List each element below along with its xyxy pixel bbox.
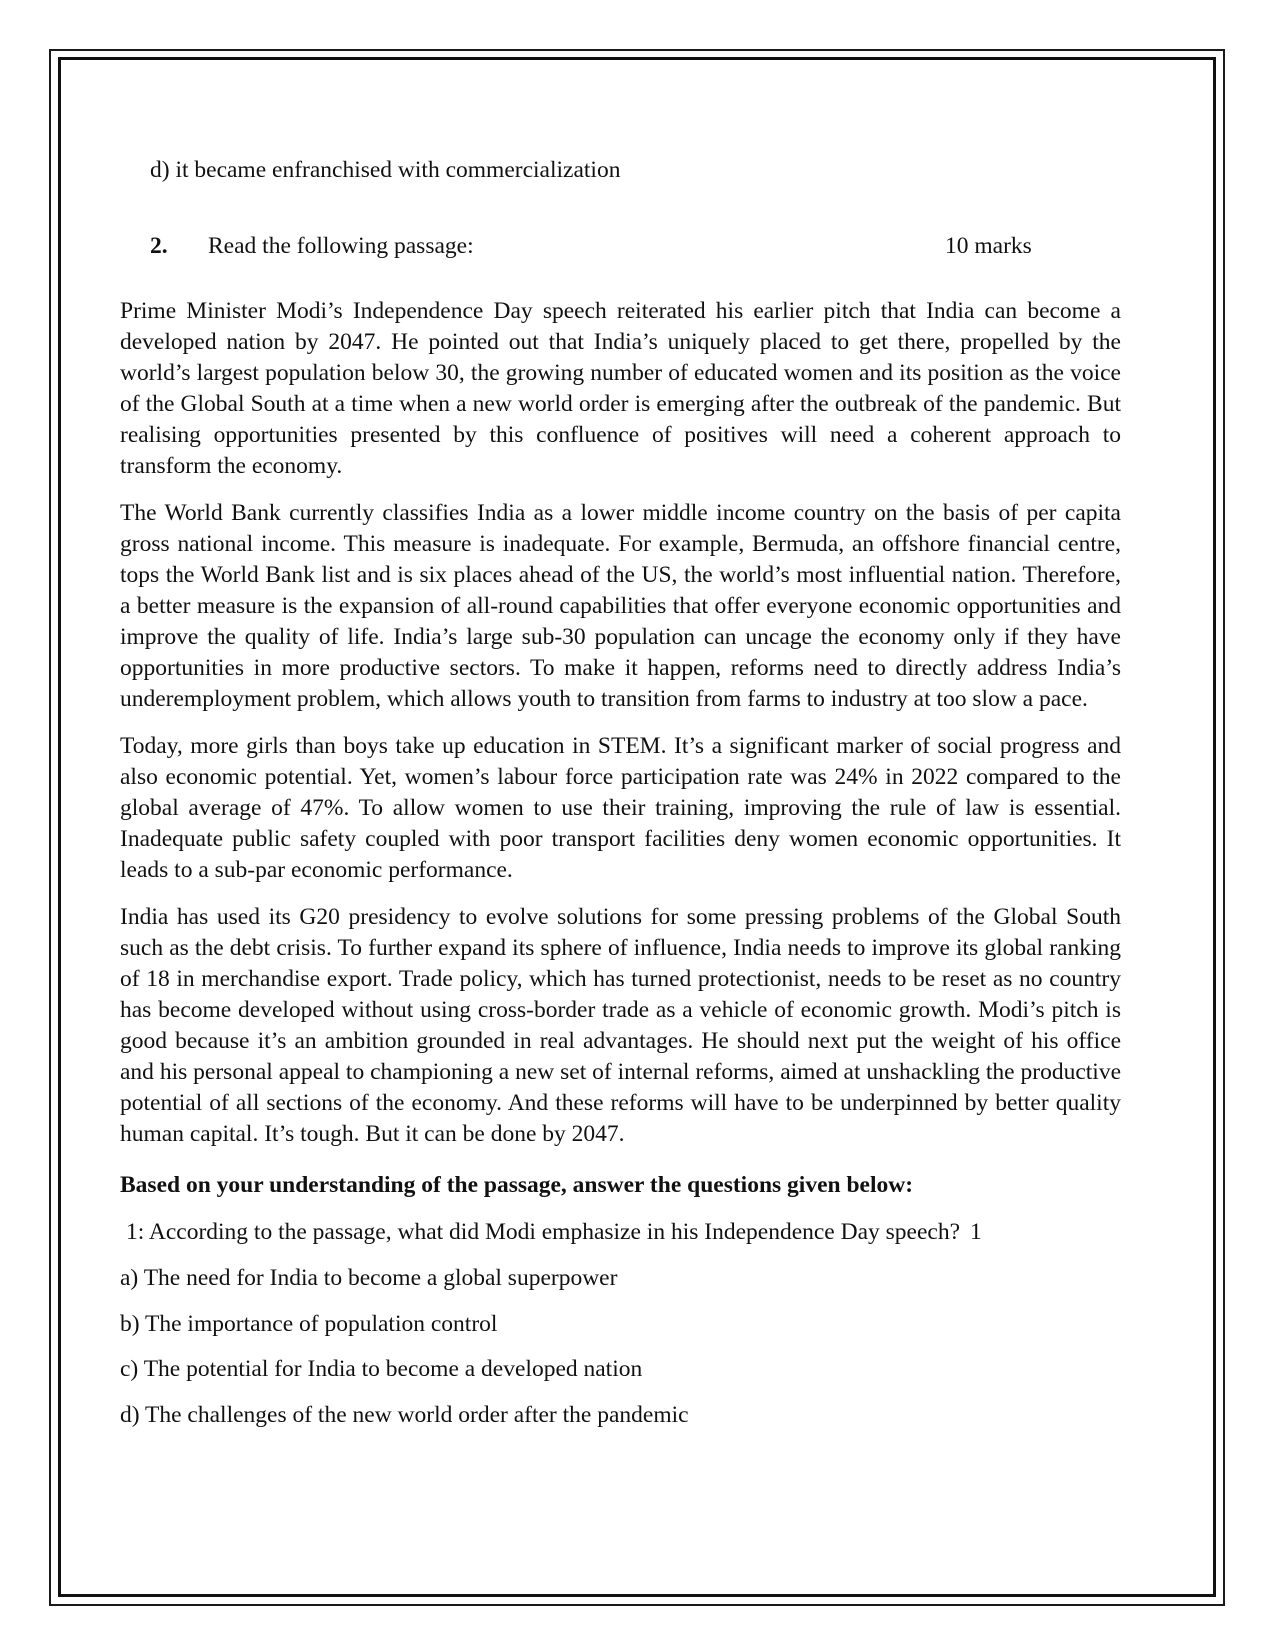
instruction-heading: Based on your understanding of the passage, answer the questions given below:: [120, 1172, 914, 1198]
question-1-option-d: d) The challenges of the new world order after the pandemic: [120, 1402, 689, 1428]
question-1-mark: 1: [970, 1219, 982, 1245]
question-1-option-a: a) The need for India to become a global superpower: [120, 1265, 618, 1291]
passage-paragraph-4: India has used its G20 presidency to evolve solutions for some pressing problems of the Global South such as the debt crisis. To further expand its sphere of influence, India needs to improve its global ranking of 18 in merchandise export. Trade policy, which has turned protectionist, needs to be reset as no country has become developed without using cross-border trade as a vehicle of economic growth. Modi’s pitch is good because it’s an ambition grounded in real advantages. He should next put the weight of his office and his personal appeal to championing a new set of internal reforms, aimed at unshackling the productive potential of all sections of the economy. And these reforms will have to be underpinned by better quality human capital. It’s tough. But it can be done by 2047.: [120, 904, 1121, 1147]
question-1-option-c: c) The potential for India to become a developed nation: [120, 1356, 643, 1382]
question-1-text: 1: According to the passage, what did Modi emphasize in his Independence Day speech?: [126, 1219, 960, 1245]
reading-passage: [120, 296, 1121, 1166]
previous-question-option-d: d) it became enfranchised with commercialization: [150, 157, 621, 183]
passage-paragraph-1: Prime Minister Modi’s Independence Day speech reiterated his earlier pitch that India can become a developed nation by 2047. He pointed out that India’s uniquely placed to get there, propelled by the world’s largest population below 30, the growing number of educated women and its position as the voice of the Global South at a time when a new world order is emerging after the outbreak of the pandemic. But realising opportunities presented by this confluence of positives will need a coherent approach to transform the economy.: [120, 298, 1121, 479]
passage-paragraph-3: Today, more girls than boys take up education in STEM. It’s a significant marker of social progress and also economic potential. Yet, women’s labour force participation rate was 24% in 2022 compared to the global average of 47%. To allow women to use their training, improving the rule of law is essential. Inadequate public safety coupled with poor transport facilities deny women economic opportunities. It leads to a sub-par economic performance.: [120, 733, 1121, 883]
question-2-number: 2.: [150, 233, 168, 259]
passage-paragraph-2: The World Bank currently classifies India as a lower middle income country on the basis of per capita gross national income. This measure is inadequate. For example, Bermuda, an offshore financial centre, tops the World Bank list and is six places ahead of the US, the world’s most influential nation. Therefore, a better measure is the expansion of all-round capabilities that offer everyone economic opportunities and improve the quality of life. India’s large sub-30 population can uncage the economy only if they have opportunities in more productive sectors. To make it happen, reforms need to directly address India’s underemployment problem, which allows youth to transition from farms to industry at too slow a pace.: [120, 500, 1121, 712]
question-2-prompt: Read the following passage:: [208, 233, 474, 259]
question-2-marks: 10 marks: [945, 233, 1032, 259]
question-1-option-b: b) The importance of population control: [120, 1311, 498, 1337]
